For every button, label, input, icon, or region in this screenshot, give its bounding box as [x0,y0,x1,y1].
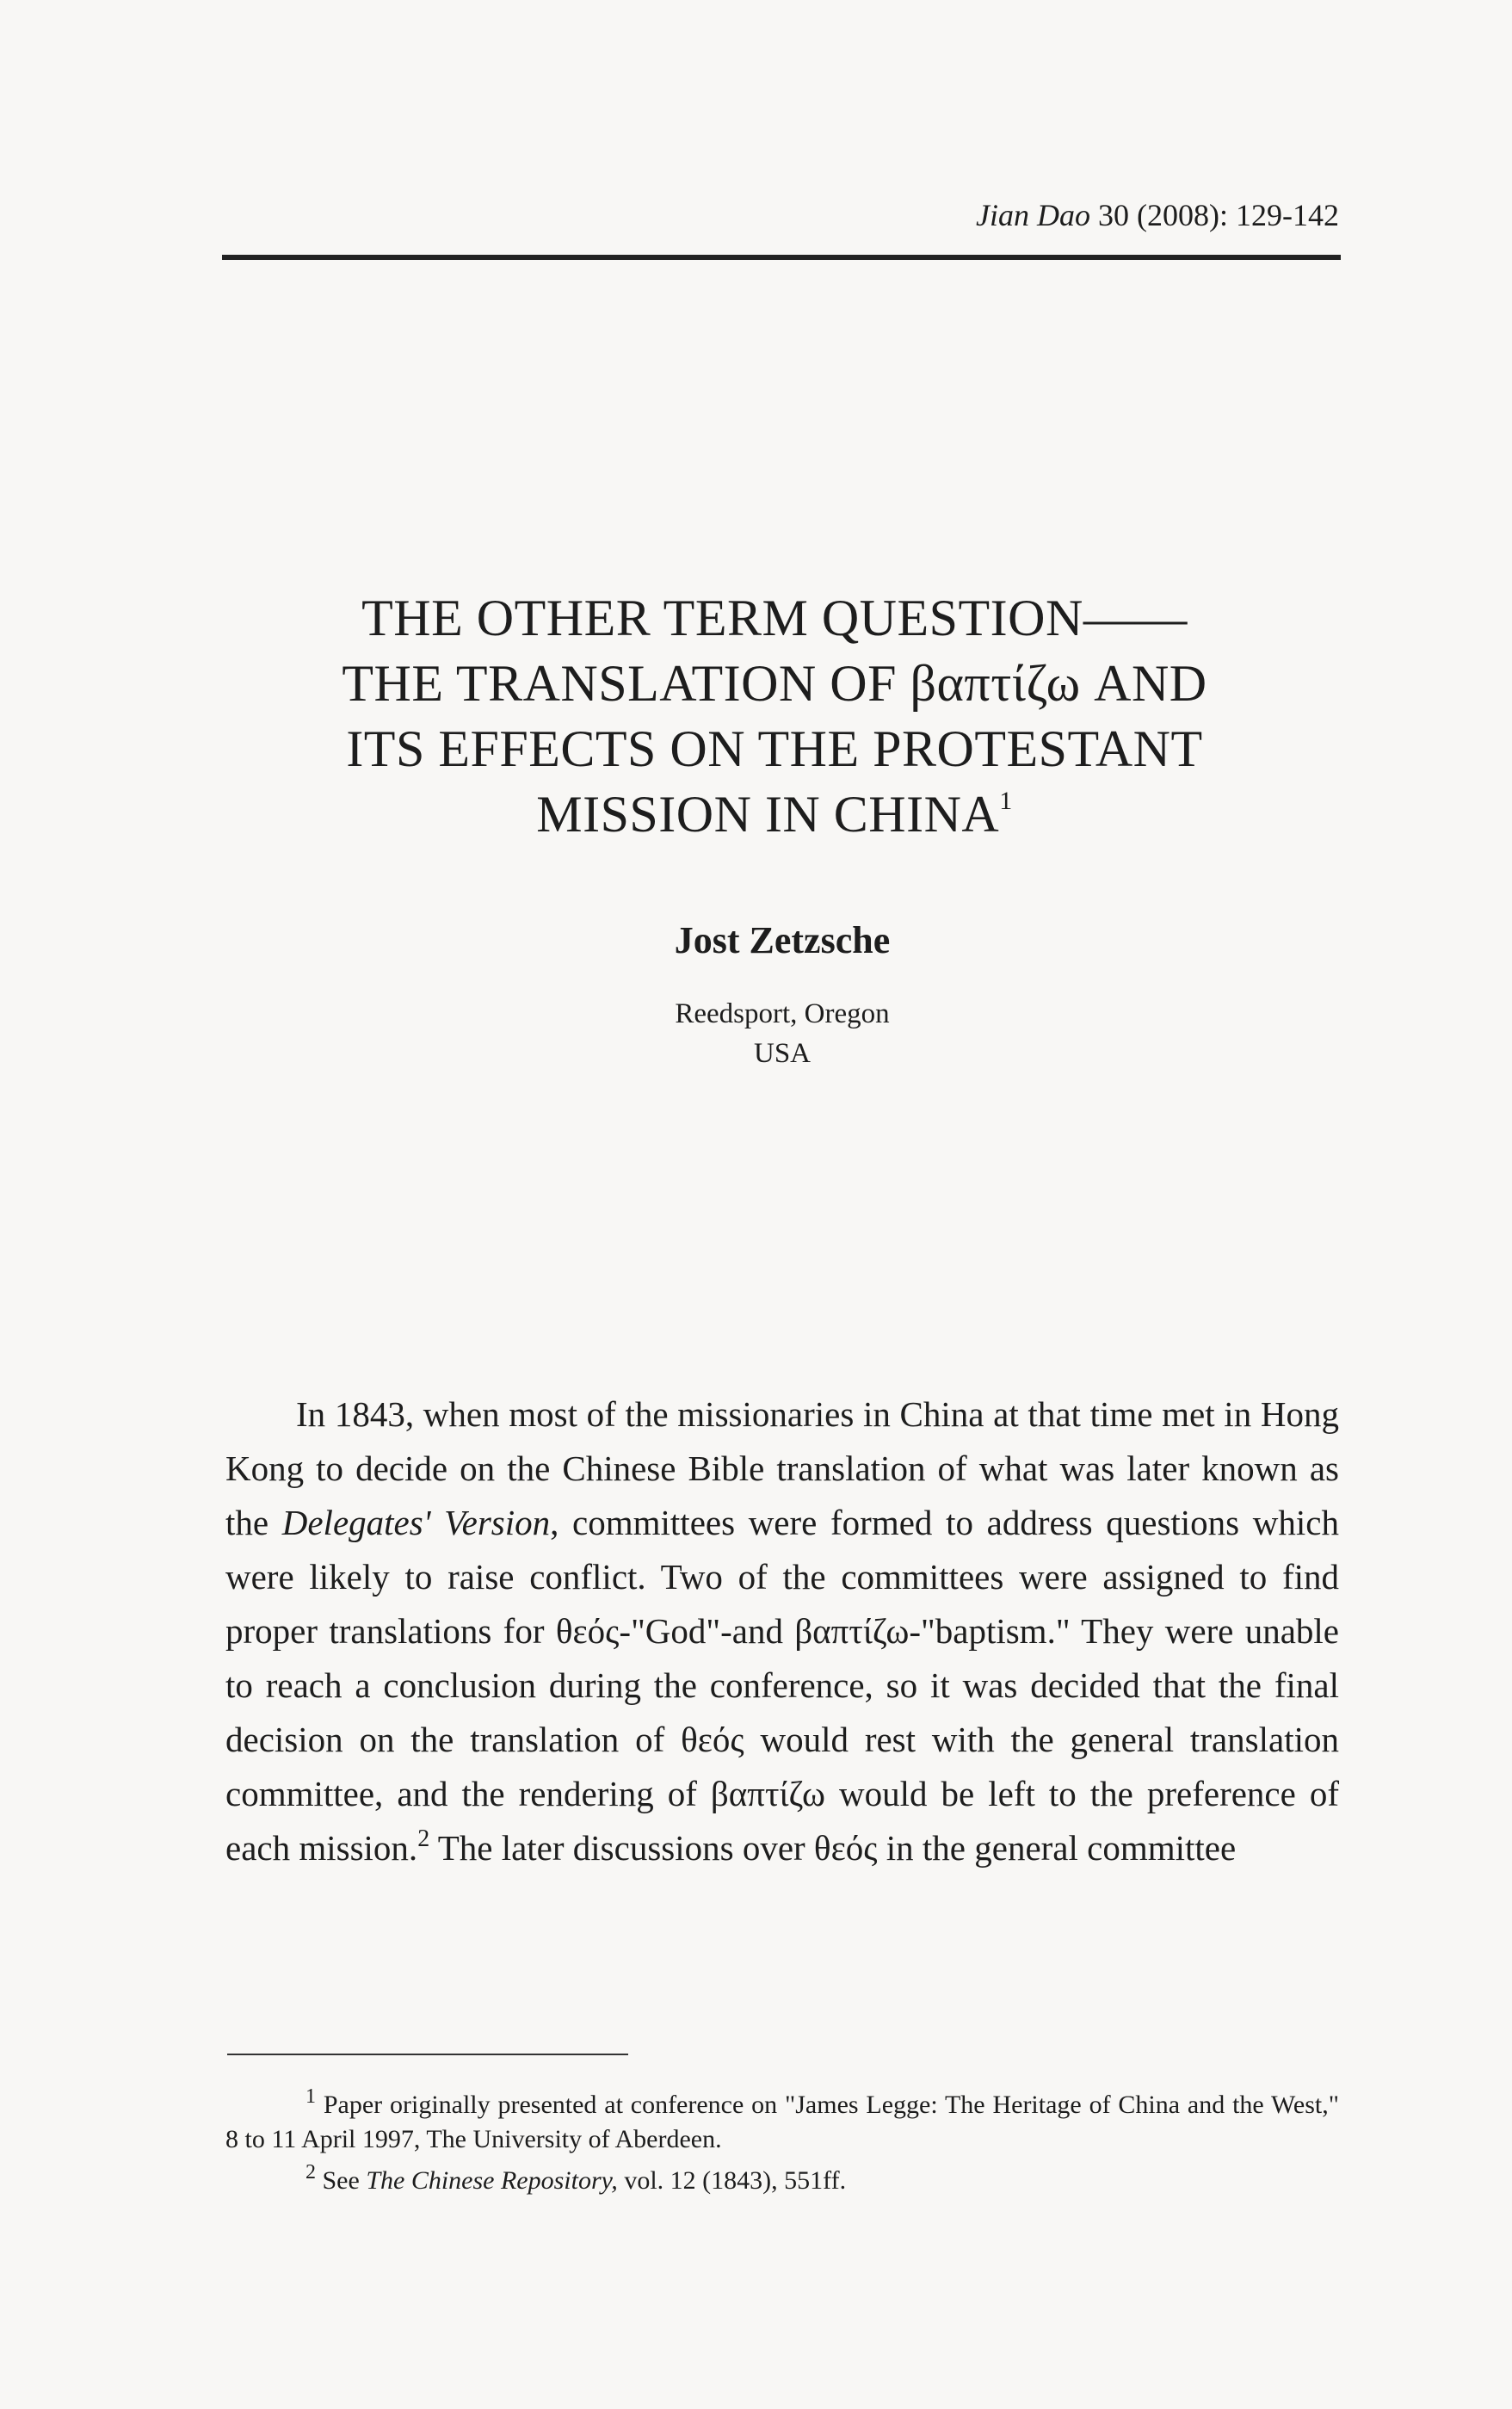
article-title [215,585,1334,847]
body-text-part-2: , committees were formed to address questions which were likely to raise conflict. Two of the committees were assigned to find proper translations for θεός-"God"-and βαπτίζω-"baptism." They were unable to reach a conclusion during the conference, so it was decided that the final decision on the translation of θεός would rest with the general translation committee, and the rendering of βαπτίζω would be left to the preference of each mission. [225,1503,1339,1868]
author-name: Jost Zetzsche [674,919,891,961]
footnote-2-number: 2 [305,2161,316,2184]
footnote-rule [227,2054,628,2055]
footnote-1-text: Paper originally presented at conference on "James Legge: The Heritage of China and the West," 8 to 11 April 1997, The University of Aberdeen. [225,2091,1339,2153]
title-line-2: THE TRANSLATION OF βαπτίζω AND [342,655,1207,713]
title-line-4 [215,781,1334,847]
body-paragraph [225,1387,1339,1875]
footnote-2-suffix: vol. 12 (1843), 551ff. [617,2166,847,2195]
body-text-part-3: The later discussions over θεός in the general committee [429,1828,1237,1868]
footnote-2 [225,2161,1339,2198]
header-rule [222,255,1341,260]
footnote-1-number: 1 [305,2085,316,2108]
journal-citation: 30 (2008): 129-142 [1098,198,1339,232]
author-country: USA [753,1038,812,1069]
title-line-1: THE OTHER TERM QUESTION—— [361,590,1188,647]
title-footnote-ref[interactable]: 1 [999,787,1013,816]
author-affiliation [225,994,1339,1073]
journal-name: Jian Dao [976,198,1091,232]
author-city: Reedsport, Oregon [675,998,890,1029]
title-line-4-text: MISSION IN CHINA [536,786,1000,843]
footnotes [225,2085,1339,2198]
body-text-part-1: In 1843, when most of the missionaries in China at that time met in Hong Kong to decide on the Chinese Bible translation of what was later known as the [225,1394,1339,1542]
body-footnote-ref-2[interactable]: 2 [417,1825,430,1852]
body-italic-delegates-version: Delegates' Version [281,1503,551,1542]
footnote-2-prefix: See [322,2166,367,2195]
footnote-2-italic: The Chinese Repository, [366,2166,618,2195]
title-line-3: ITS EFFECTS ON THE PROTESTANT [346,720,1203,778]
footnote-1 [225,2085,1339,2157]
running-header [225,196,1339,234]
